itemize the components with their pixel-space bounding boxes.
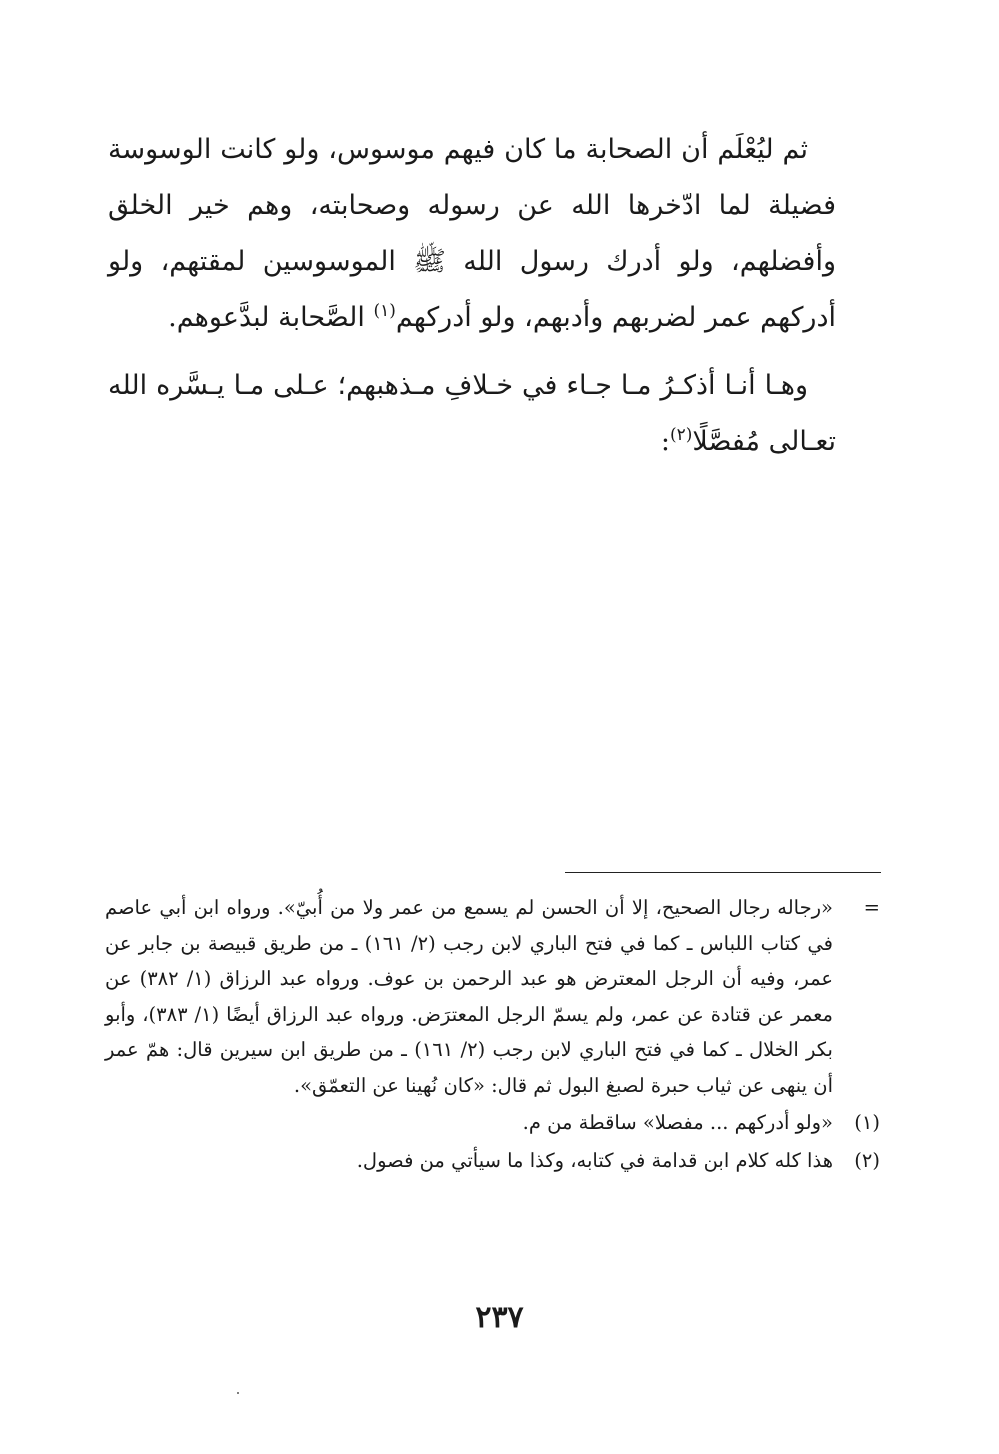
body-paragraph-2-tail: :	[660, 426, 670, 457]
body-paragraph-2	[108, 358, 836, 470]
footnotes	[105, 890, 880, 1178]
continuation-marker: =	[863, 896, 880, 919]
footnote-2-text: هذا كله كلام ابن قدامة في كتابه، وكذا ما سيأتي من فصول.	[356, 1148, 833, 1172]
footnote-2-number: (٢)	[854, 1148, 880, 1172]
page-number: ٢٣٧	[475, 1300, 524, 1335]
body-paragraph-2-text: وهـا أنـا أذكـرُ مـا جـاء في خـلافِ مـذهبهم؛ عـلى مـا يـسَّره الله تعـالى مُفصَّلًا	[108, 370, 836, 457]
footnote-1-number: (١)	[854, 1111, 880, 1134]
body-paragraph-1-tail: الصَّحابة لبدَّعوهم.	[168, 302, 374, 333]
body-paragraph-1	[108, 122, 836, 346]
footnote-continuation	[105, 890, 880, 1103]
footnote-divider	[565, 872, 881, 873]
footnote-1-text: «ولو أدركهم ... مفصلا» ساقطة من م.	[522, 1111, 833, 1134]
body-paragraph-1-text: ثم ليُعْلَم أن الصحابة ما كان فيهم موسوس، ولو كانت الوسوسة فضيلة لما ادّخرها الله عن رسوله وصحابته، وهم خير الخلق وأفضلهم، ولو أدرك رسول الله ﷺ الموسوسين لمقتهم، ولو أدركهم عمر لضربهم وأدبهم، ولو أدركهم	[108, 134, 836, 333]
footnote-2	[105, 1143, 880, 1179]
footnote-ref-1[interactable]: (١)	[373, 301, 396, 321]
footnote-1	[105, 1105, 880, 1141]
footnote-ref-2[interactable]: (٢)	[669, 425, 693, 445]
footnote-continuation-text: «رجاله رجال الصحيح، إلا أن الحسن لم يسمع من عمر ولا من أُبيّ». ورواه ابن أبي عاصم في كتاب اللباس ـ كما في فتح الباري لابن رجب (٢/ ١٦١) ـ من طريق قبيصة بن جابر عن عمر، وفيه أن الرجل المعترض هو عبد الرحمن بن عوف. ورواه عبد الرزاق (١/ ٣٨٢) عن معمر عن قتادة عن عمر، ولم يسمّ الرجل المعترَض. ورواه عبد الرزاق أيضًا (١/ ٣٨٣)، وأبو بكر الخلال ـ كما في فتح الباري لابن رجب (٢/ ١٦١) ـ من طريق ابن سيرين قال: همّ عمر أن ينهى عن ثياب حبرة لصبغ البول ثم قال: «كان نُهينا عن التعمّق».	[105, 896, 833, 1097]
scan-speck	[237, 1392, 239, 1394]
main-text	[108, 122, 836, 470]
